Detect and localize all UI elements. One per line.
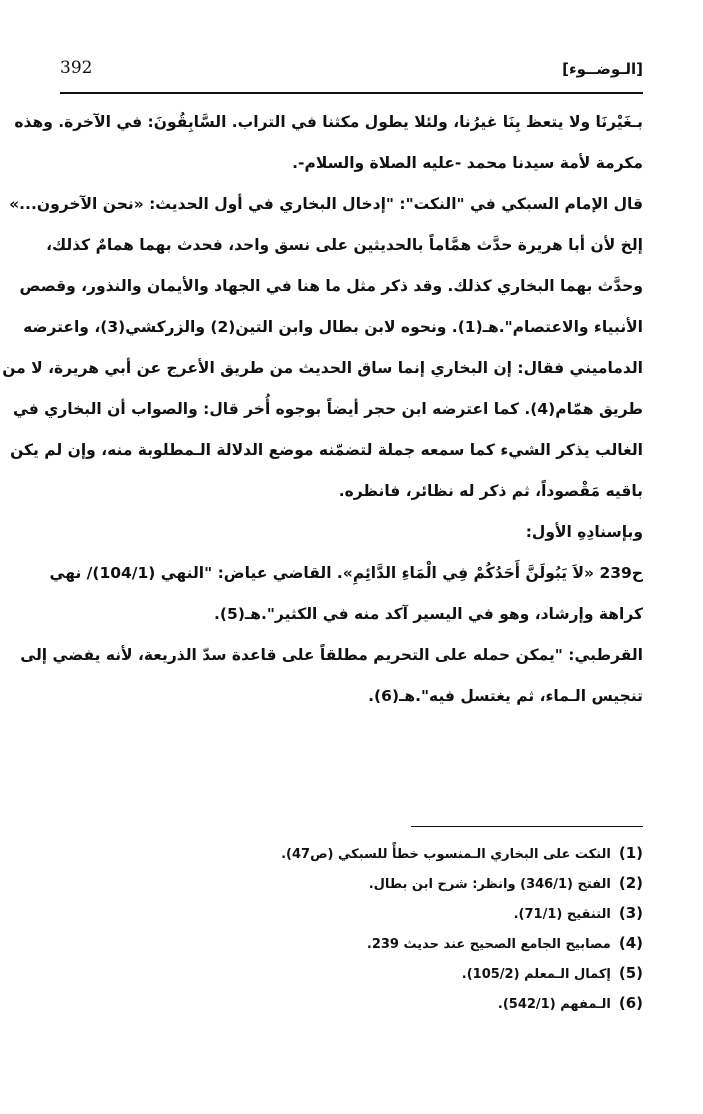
text-line: ح239 «لاَ يَبُولَنَّ أَحَدُكُمْ فِي الْمَاءِ الدَّائِمِ». القاضي عياض: "النهي (104/1)/ نهي — [49, 564, 643, 582]
text-line: طريق همّام(4). كما اعترضه ابن حجر أيضاً بوجوه أُخر قال: والصواب أن البخاري في — [12, 400, 643, 418]
footnote-number: (3) — [618, 904, 643, 922]
footnote-number: (4) — [618, 934, 643, 952]
text-line: قال الإمام السبكي في "النكت": "إدخال البخاري في أول الحديث: «نحن الآخرون...» — [9, 195, 643, 213]
header-rule — [60, 92, 643, 94]
running-head: [الـوضــوء] — [562, 60, 643, 78]
footnote-text: النكت على البخاري الـمنسوب خطأً للسبكي (ص47). — [281, 847, 611, 862]
footnote-text: الـمفهم (542/1). — [497, 997, 611, 1012]
footnote-item — [53, 958, 643, 988]
main-text — [2, 102, 643, 717]
footnote-text: مصابيح الجامع الصحيح عند حديث 239. — [366, 937, 611, 952]
text-line: كراهة وإرشاد، وهو في اليسير آكد منه في الكثير".هـ(5). — [214, 605, 643, 623]
page-number: 392 — [60, 58, 93, 78]
text-line: وحدَّث بهما البخاري كذلك. وقد ذكر مثل ما هنا في الجهاد والأيمان والنذور، وقصص — [19, 277, 643, 295]
section-heading: وبإسنادِهِ الأول: — [525, 523, 643, 541]
footnote-text: الفتح (346/1) وانظر: شرح ابن بطال. — [368, 877, 611, 892]
page-header — [60, 58, 643, 82]
footnote-item — [53, 988, 643, 1018]
text-line: مكرمة لأمة سيدنا محمد -عليه الصلاة والسلام-. — [292, 154, 643, 172]
text-line: القرطبي: "يمكن حمله على التحريم مطلقاً على قاعدة سدّ الذريعة، لأنه يفضي إلى — [20, 646, 643, 664]
footnote-number: (1) — [618, 844, 643, 862]
footnote-text: إكمال الـمعلم (105/2). — [461, 967, 611, 982]
text-line: الغالب يذكر الشيء كما سمعه جملة لتضمّنه موضع الدلالة الـمطلوبة منه، وإن لم يكن — [10, 441, 643, 459]
text-line: تنجيس الـماء، ثم يغتسل فيه".هـ(6). — [368, 687, 643, 705]
text-line: باقيه مَقْصوداً، ثم ذكر له نظائر، فانظره. — [338, 482, 643, 500]
footnote-number: (2) — [618, 874, 643, 892]
footnote-rule — [411, 826, 643, 827]
footnote-number: (5) — [618, 964, 643, 982]
text-line: الأنبياء والاعتصام".هـ(1). ونحوه لابن بطال وابن التين(2) والزركشي(3)، واعترضه — [23, 318, 643, 336]
footnote-item — [53, 868, 643, 898]
footnote-item — [53, 838, 643, 868]
footnote-item — [53, 898, 643, 928]
footnotes — [53, 838, 643, 1018]
text-line: إلخ لأن أبا هريرة حدَّث همَّاماً بالحديثين على نسق واحد، فحدث بهما همامٌ كذلك، — [46, 236, 643, 254]
text-line: الدماميني فقال: إن البخاري إنما ساق الحديث من طريق الأعرج عن أبي هريرة، لا من — [2, 359, 643, 377]
footnote-text: التنقيح (71/1). — [513, 907, 611, 922]
footnote-number: (6) — [618, 994, 643, 1012]
text-line: بـغَيْرنَا ولا يتعظ بِنَا غيرُنا، ولئلا يطول مكثنا في التراب. السَّابِقُونَ: في الآخرة. وهذه — [14, 113, 643, 131]
footnote-item — [53, 928, 643, 958]
